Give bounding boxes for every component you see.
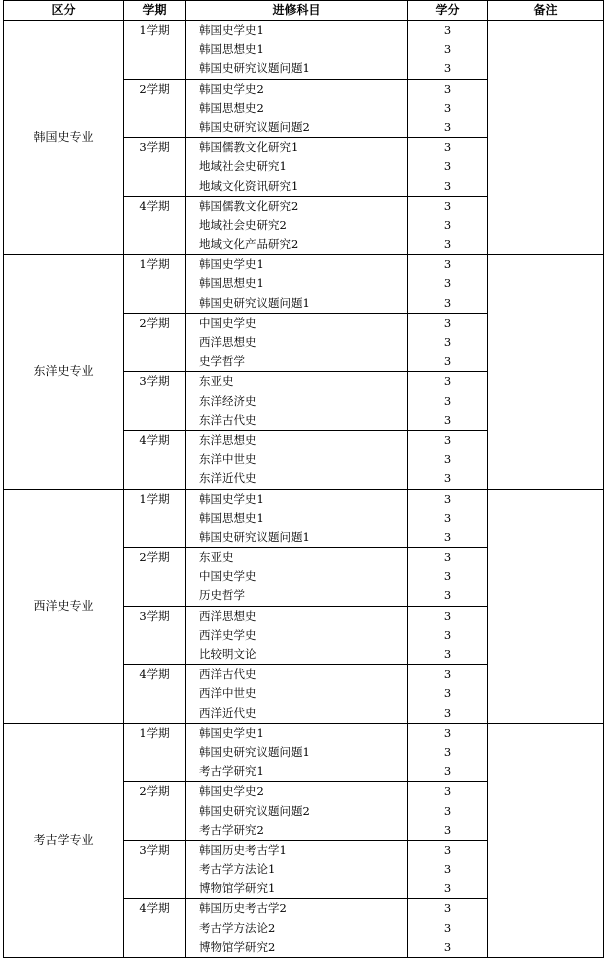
semester-row bbox=[4, 21, 604, 80]
remarks-cell bbox=[488, 255, 604, 489]
subject-name: 韩国史研究议题问题1 bbox=[199, 61, 310, 76]
subject-name: 比较明文论 bbox=[199, 647, 257, 661]
subject-name: 西洋中世史 bbox=[199, 686, 257, 701]
semester-label: 2学期 bbox=[124, 79, 186, 138]
credit-value: 3 bbox=[443, 412, 452, 427]
credit-list bbox=[408, 782, 488, 841]
credit-value: 3 bbox=[443, 686, 452, 701]
semester-label: 1学期 bbox=[124, 723, 186, 782]
subject-name: 韩国历史考古学2 bbox=[199, 901, 287, 916]
subject-name: 考古学方法论2 bbox=[199, 920, 276, 935]
credit-value: 3 bbox=[443, 140, 452, 155]
curriculum-table bbox=[3, 0, 604, 958]
subject-list bbox=[186, 21, 408, 80]
semester-label: 4学期 bbox=[124, 899, 186, 958]
subject-name: 韩国历史考古学1 bbox=[199, 842, 287, 857]
credit-value: 3 bbox=[443, 100, 452, 115]
subject-name: 中国史学史 bbox=[199, 315, 257, 330]
credit-value: 3 bbox=[443, 764, 452, 779]
credit-value: 3 bbox=[443, 81, 452, 96]
subject-name: 韩国史研究议题问题1 bbox=[199, 529, 310, 544]
subject-name: 东洋近代史 bbox=[199, 471, 257, 486]
subject-name: 东洋经济史 bbox=[199, 393, 257, 408]
subject-name: 韩国儒教文化研究2 bbox=[199, 198, 299, 213]
semester-label: 4学期 bbox=[124, 196, 186, 255]
credit-list bbox=[408, 21, 488, 80]
credit-value: 3 bbox=[443, 784, 452, 799]
credit-value: 3 bbox=[443, 550, 452, 565]
credit-value: 3 bbox=[443, 276, 452, 291]
header-row bbox=[4, 1, 604, 21]
semester-row bbox=[4, 723, 604, 782]
credit-value: 3 bbox=[443, 647, 452, 661]
semester-label: 1学期 bbox=[124, 21, 186, 80]
credit-value: 3 bbox=[443, 61, 452, 76]
subject-name: 韩国史学史1 bbox=[199, 257, 264, 272]
subject-list bbox=[186, 665, 408, 724]
credit-list bbox=[408, 489, 488, 548]
subject-name: 历史哲学 bbox=[199, 588, 245, 603]
subject-name: 韩国史学史1 bbox=[199, 491, 264, 506]
remarks-cell bbox=[488, 489, 604, 723]
semester-label: 1学期 bbox=[124, 255, 186, 314]
subject-name: 史学哲学 bbox=[199, 354, 245, 369]
remarks-cell bbox=[488, 723, 604, 957]
credit-value: 3 bbox=[443, 452, 452, 467]
credit-value: 3 bbox=[443, 862, 452, 877]
subject-name: 中国史学史 bbox=[199, 569, 257, 584]
credit-list bbox=[408, 255, 488, 314]
credit-value: 3 bbox=[443, 354, 452, 369]
credit-value: 3 bbox=[443, 939, 452, 954]
subject-name: 考古学研究1 bbox=[199, 764, 264, 779]
credit-value: 3 bbox=[443, 842, 452, 857]
table-body bbox=[4, 21, 604, 958]
subject-name: 博物馆学研究2 bbox=[199, 939, 276, 954]
credit-value: 3 bbox=[443, 178, 452, 193]
subject-list bbox=[186, 430, 408, 489]
credit-list bbox=[408, 196, 488, 255]
subject-list bbox=[186, 840, 408, 899]
subject-name: 东洋古代史 bbox=[199, 412, 257, 427]
credit-list bbox=[408, 313, 488, 372]
semester-label: 1学期 bbox=[124, 489, 186, 548]
remarks-cell bbox=[488, 21, 604, 255]
semester-row bbox=[4, 255, 604, 314]
subject-list bbox=[186, 255, 408, 314]
credit-value: 3 bbox=[443, 159, 452, 174]
credit-value: 3 bbox=[443, 119, 452, 134]
credit-value: 3 bbox=[443, 569, 452, 584]
credit-value: 3 bbox=[443, 217, 452, 232]
subject-name: 东洋思想史 bbox=[199, 432, 257, 447]
semester-label: 3学期 bbox=[124, 372, 186, 431]
credit-list bbox=[408, 840, 488, 899]
credit-value: 3 bbox=[443, 608, 452, 623]
credit-value: 3 bbox=[443, 393, 452, 408]
credit-value: 3 bbox=[443, 335, 452, 349]
subject-list bbox=[186, 782, 408, 841]
subject-name: 韩国史研究议题问题2 bbox=[199, 119, 310, 134]
semester-row bbox=[4, 489, 604, 548]
credit-list bbox=[408, 548, 488, 607]
credit-value: 3 bbox=[443, 881, 452, 896]
subject-name: 博物馆学研究1 bbox=[199, 881, 276, 896]
credit-value: 3 bbox=[443, 23, 452, 37]
credit-list bbox=[408, 430, 488, 489]
subject-name: 韩国史学史2 bbox=[199, 784, 264, 799]
credit-value: 3 bbox=[443, 667, 452, 682]
subject-name: 西洋思想史 bbox=[199, 608, 257, 623]
subject-name: 韩国思想史1 bbox=[199, 510, 264, 525]
credit-value: 3 bbox=[443, 432, 452, 447]
credit-value: 3 bbox=[443, 822, 452, 837]
credit-value: 3 bbox=[443, 42, 452, 57]
header-remarks: 备注 bbox=[488, 1, 604, 21]
subject-name: 韩国史研究议题问题2 bbox=[199, 803, 310, 818]
credit-list bbox=[408, 606, 488, 665]
semester-label: 3学期 bbox=[124, 606, 186, 665]
subject-name: 地域文化产品研究2 bbox=[199, 237, 299, 252]
credit-value: 3 bbox=[443, 803, 452, 818]
major-category: 韩国史专业 bbox=[4, 21, 124, 255]
subject-name: 地域社会史研究1 bbox=[199, 159, 287, 174]
semester-label: 3学期 bbox=[124, 138, 186, 197]
semester-label: 4学期 bbox=[124, 665, 186, 724]
subject-name: 韩国史学史1 bbox=[199, 23, 264, 37]
credit-list bbox=[408, 79, 488, 138]
subject-name: 西洋史学史 bbox=[199, 627, 257, 642]
subject-list bbox=[186, 723, 408, 782]
subject-list bbox=[186, 138, 408, 197]
credit-value: 3 bbox=[443, 374, 452, 389]
credit-list bbox=[408, 899, 488, 958]
credit-value: 3 bbox=[443, 510, 452, 525]
subject-name: 东亚史 bbox=[199, 550, 234, 565]
subject-list bbox=[186, 372, 408, 431]
major-category: 东洋史专业 bbox=[4, 255, 124, 489]
credit-value: 3 bbox=[443, 705, 452, 720]
credit-value: 3 bbox=[443, 471, 452, 486]
subject-list bbox=[186, 313, 408, 372]
subject-name: 西洋古代史 bbox=[199, 667, 257, 682]
major-category: 考古学专业 bbox=[4, 723, 124, 957]
credit-value: 3 bbox=[443, 588, 452, 603]
credit-list bbox=[408, 723, 488, 782]
credit-value: 3 bbox=[443, 295, 452, 310]
subject-name: 韩国儒教文化研究1 bbox=[199, 140, 299, 155]
header-category: 区分 bbox=[4, 1, 124, 21]
subject-list bbox=[186, 548, 408, 607]
major-category: 西洋史专业 bbox=[4, 489, 124, 723]
credit-list bbox=[408, 138, 488, 197]
header-credits: 学分 bbox=[408, 1, 488, 21]
semester-label: 4学期 bbox=[124, 430, 186, 489]
credit-value: 3 bbox=[443, 315, 452, 330]
subject-name: 考古学方法论1 bbox=[199, 862, 276, 877]
credit-value: 3 bbox=[443, 744, 452, 759]
header-semester: 学期 bbox=[124, 1, 186, 21]
credit-value: 3 bbox=[443, 198, 452, 213]
credit-value: 3 bbox=[443, 627, 452, 642]
subject-name: 韩国史研究议题问题1 bbox=[199, 295, 310, 310]
subject-list bbox=[186, 899, 408, 958]
subject-list bbox=[186, 489, 408, 548]
semester-label: 2学期 bbox=[124, 548, 186, 607]
subject-name: 韩国史学史2 bbox=[199, 81, 264, 96]
subject-name: 韩国思想史1 bbox=[199, 42, 264, 57]
credit-list bbox=[408, 665, 488, 724]
credit-value: 3 bbox=[443, 725, 452, 740]
semester-label: 2学期 bbox=[124, 782, 186, 841]
subject-name: 西洋近代史 bbox=[199, 705, 257, 720]
credit-list bbox=[408, 372, 488, 431]
semester-label: 3学期 bbox=[124, 840, 186, 899]
subject-name: 韩国思想史2 bbox=[199, 100, 264, 115]
subject-name: 东洋中世史 bbox=[199, 452, 257, 467]
subject-list bbox=[186, 606, 408, 665]
semester-label: 2学期 bbox=[124, 313, 186, 372]
credit-value: 3 bbox=[443, 920, 452, 935]
subject-name: 韩国史研究议题问题1 bbox=[199, 744, 310, 759]
subject-name: 地域社会史研究2 bbox=[199, 217, 287, 232]
subject-name: 地域文化资讯研究1 bbox=[199, 178, 299, 193]
subject-name: 东亚史 bbox=[199, 374, 234, 389]
subject-list bbox=[186, 79, 408, 138]
credit-value: 3 bbox=[443, 491, 452, 506]
subject-name: 考古学研究2 bbox=[199, 822, 264, 837]
credit-value: 3 bbox=[443, 529, 452, 544]
credit-value: 3 bbox=[443, 257, 452, 272]
credit-value: 3 bbox=[443, 237, 452, 252]
subject-name: 西洋思想史 bbox=[199, 335, 257, 349]
subject-name: 韩国思想史1 bbox=[199, 276, 264, 291]
subject-name: 韩国史学史1 bbox=[199, 725, 264, 740]
subject-list bbox=[186, 196, 408, 255]
header-subjects: 进修科目 bbox=[186, 1, 408, 21]
credit-value: 3 bbox=[443, 901, 452, 916]
